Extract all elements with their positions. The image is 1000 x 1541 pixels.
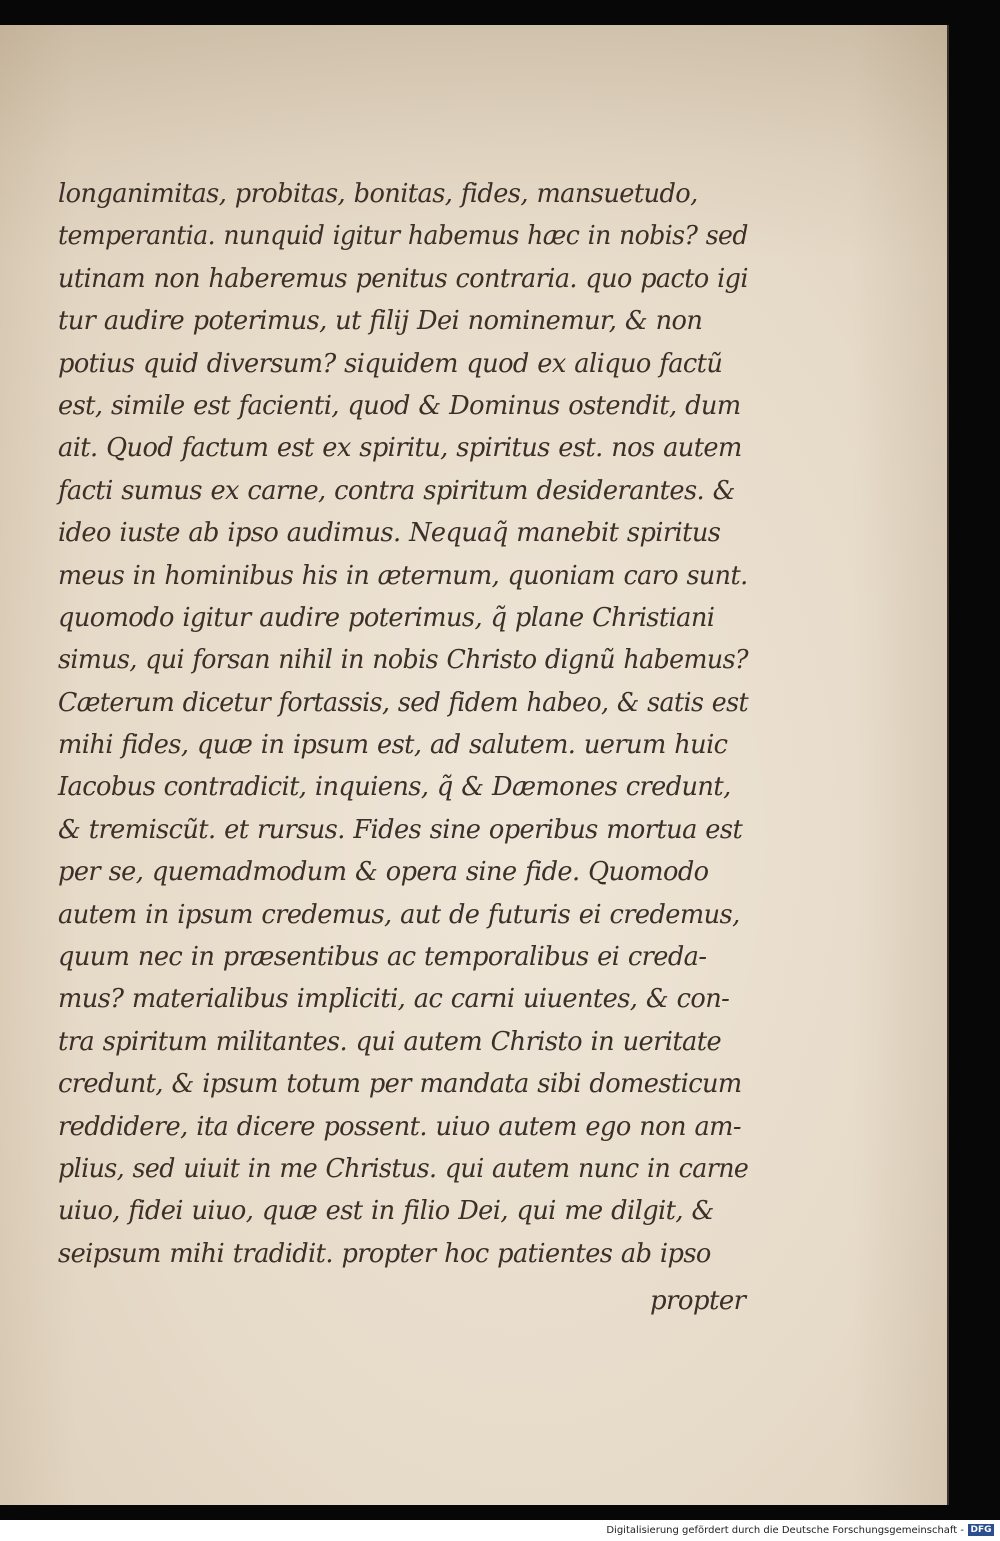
text-line: Cæterum dicetur fortassis, sed fidem habeo, & satis est: [58, 687, 749, 718]
text-line: meus in hominibus his in æternum, quoniam caro sunt.: [58, 560, 748, 591]
text-line: plius, sed uiuit in me Christus. qui autem nunc in carne: [58, 1153, 749, 1184]
text-line: quum nec in præsentibus ac temporalibus ei creda-: [58, 942, 707, 973]
text-line: potius quid diversum? siquidem quod ex aliquo factũ: [58, 348, 723, 379]
text-line: autem in ipsum credemus, aut de futuris ei credemus,: [58, 899, 740, 930]
text-line: Iacobus contradicit, inquiens, q̃ & Dæmones credunt,: [58, 772, 731, 803]
text-line: ideo iuste ab ipso audimus. Nequaq̃ manebit spiritus: [58, 518, 721, 549]
text-line: credunt, & ipsum totum per mandata sibi domesticum: [58, 1069, 742, 1100]
book-page: [0, 25, 947, 1505]
text-line: seipsum mihi tradidit. propter hoc patientes ab ipso: [58, 1238, 711, 1269]
text-line: uiuo, fidei uiuo, quæ est in filio Dei, qui me dilgit, &: [58, 1196, 714, 1227]
text-line: tur audire poterimus, ut filij Dei nominemur, & non: [58, 306, 703, 337]
text-line: reddidere, ita dicere possent. uiuo autem ego non am-: [58, 1111, 741, 1142]
text-line: utinam non haberemus penitus contraria. quo pacto igi: [58, 263, 748, 294]
text-line: facti sumus ex carne, contra spiritum desiderantes. &: [58, 475, 735, 506]
footer-credit: Digitalisierung gefördert durch die Deutsche Forschungsgemeinschaft -: [606, 1525, 964, 1536]
text-line: & tremiscũt. et rursus. Fides sine operibus mortua est: [58, 814, 743, 845]
text-line: mus? materialibus impliciti, ac carni uiuentes, & con-: [58, 984, 730, 1015]
text-line: temperantia. nunquid igitur habemus hæc in nobis? sed: [58, 221, 748, 252]
text-line: est, simile est facienti, quod & Dominus ostendit, dum: [58, 390, 741, 421]
digitization-footer: [0, 1520, 1000, 1541]
text-line: tra spiritum militantes. qui autem Christo in ueritate: [58, 1026, 722, 1057]
catchword: propter: [650, 1286, 746, 1316]
text-line: ait. Quod factum est ex spiritu, spiritus est. nos autem: [58, 433, 742, 464]
text-line: simus, qui forsan nihil in nobis Christo dignũ habemus?: [58, 645, 748, 676]
text-block: [58, 173, 758, 1275]
dfg-logo-icon: DFG: [968, 1524, 994, 1536]
text-line: per se, quemadmodum & opera sine fide. Quomodo: [58, 857, 709, 888]
text-line: longanimitas, probitas, bonitas, fides, mansuetudo,: [58, 179, 698, 209]
text-line: mihi fides, quæ in ipsum est, ad salutem. uerum huic: [58, 730, 728, 761]
text-line: quomodo igitur audire poterimus, q̃ plane Christiani: [58, 602, 715, 633]
